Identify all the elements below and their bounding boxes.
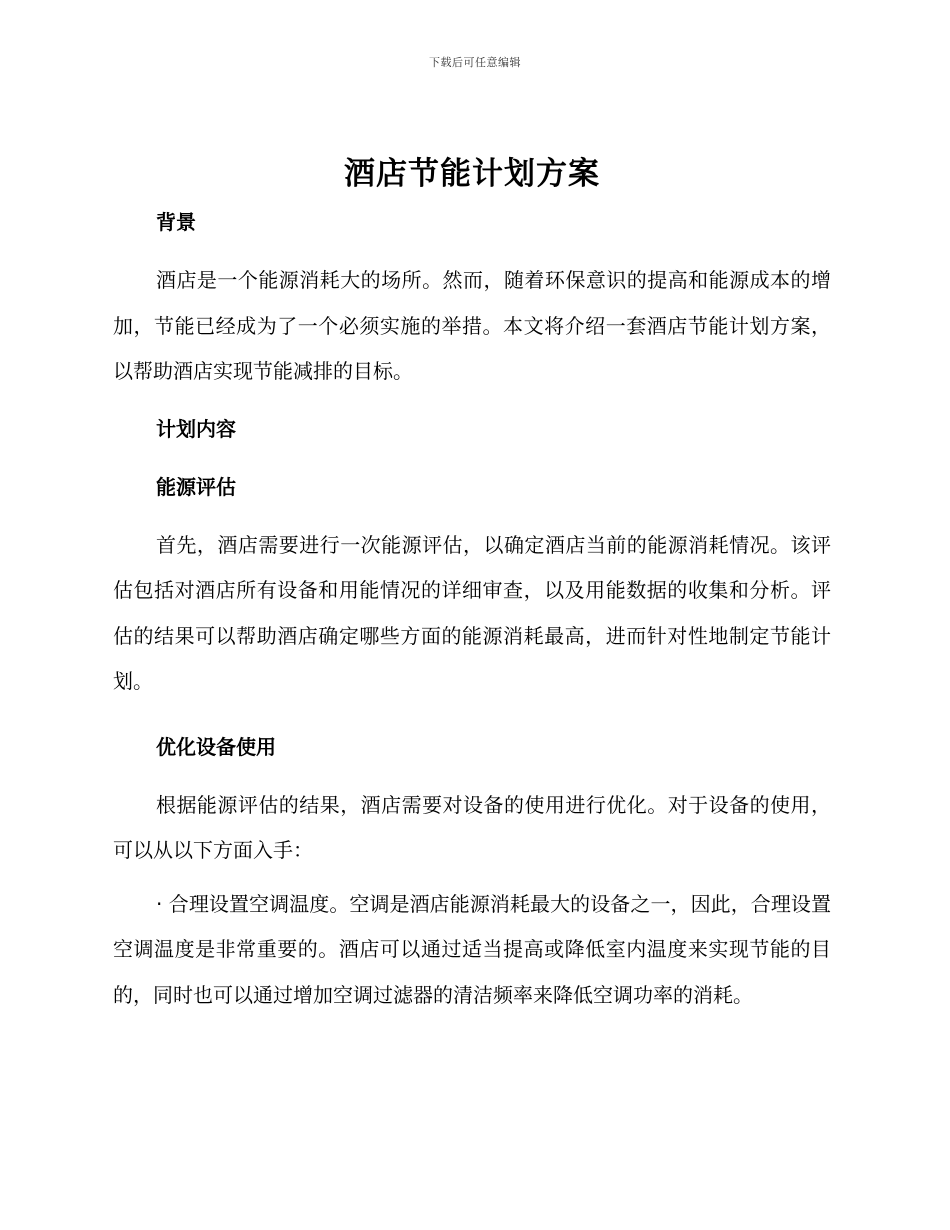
bullet-item-air-conditioning: · 合理设置空调温度。空调是酒店能源消耗最大的设备之一，因此，合理设置空调温度是非常重要的。酒店可以通过适当提高或降低室内温度来实现节能的目的，同时也可以通过增加空调过滤器的清洁频率来降低空调功率的消耗。 (113, 891, 831, 1007)
document-title: 酒店节能计划方案 (344, 156, 600, 192)
document-body (113, 150, 831, 1018)
paragraph-background: 酒店是一个能源消耗大的场所。然而，随着环保意识的提高和能源成本的增加，节能已经成为了一个必须实施的举措。本文将介绍一套酒店节能计划方案，以帮助酒店实现节能减排的目标。 (113, 268, 831, 383)
section-heading-energy-evaluation: 能源评估 (156, 474, 236, 499)
section-heading-background: 背景 (156, 210, 196, 234)
section-heading-optimize-equipment: 优化设备使用 (156, 734, 276, 759)
paragraph-optimize-equipment: 根据能源评估的结果，酒店需要对设备的使用进行优化。对于设备的使用，可以从以下方面入手： (113, 792, 831, 862)
page-header-note: 下载后可任意编辑 (429, 56, 521, 69)
section-heading-plan: 计划内容 (156, 416, 236, 441)
paragraph-energy-evaluation: 首先，酒店需要进行一次能源评估，以确定酒店当前的能源消耗情况。该评估包括对酒店所有设备和用能情况的详细审查，以及用能数据的收集和分析。评估的结果可以帮助酒店确定哪些方面的能源消耗最高，进而针对性地制定节能计划。 (113, 532, 831, 693)
